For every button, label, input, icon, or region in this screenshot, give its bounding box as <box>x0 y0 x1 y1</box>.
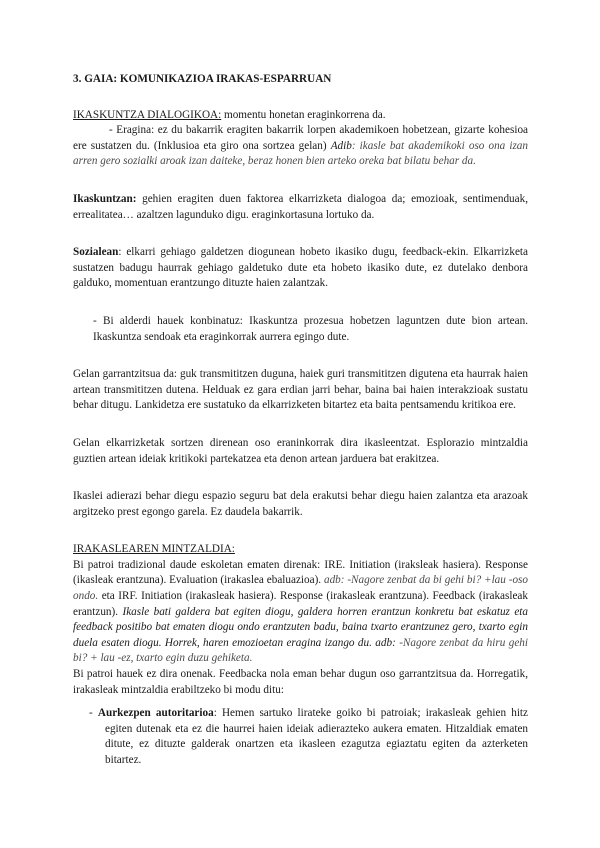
patterns-example-1: adb: -Nagore zenbat da bi gehi bi? +lau -oso ondo. <box>73 574 528 603</box>
paragraph-dialogues: Gelan elkarrizketak sortzen direnean oso eraninkorrak dira ikasleentzat. Esplorazio mintzaldia guztien artean ideiak kritikoki partekatzea eta denon artean jarduera bat erakitzea. <box>73 436 528 465</box>
chapter-title: 3. GAIA: KOMUNIKAZIOA IRAKAS-ESPARRUAN <box>73 73 332 85</box>
section-dialogic-learning <box>73 108 528 124</box>
paragraph-patterns-conclusion: Bi patroi hauek ez dira onenak. Feedbacka nola eman behar dugun oso garrantzitsua da. Horregatik, irakasleak mintzaldia erabiltzeko bi modu ditu: <box>73 668 528 696</box>
paragraph-sozialean <box>73 245 528 292</box>
paragraph-safe-space: Ikaslei adierazi behar diegu espazio seguru bat dela erakutsi behar diegu haien zalantza eta arazoak argitzeko prest egongo garela. Ez daudela bakarrik. <box>73 490 528 518</box>
paragraph-classroom: Gelan garrantzitsua da: guk transmititzen duguna, haiek guri transmititzen digutena eta haurrak haien artean transmititzen dutena. Helduak ez gara erdian jarri behar, baina bai haien interakzioak sustatu behar ditugu. Lankidetza ere sustatuko da elkarrizketen bitartez eta baita pentsamendu kritikoa ere. <box>73 368 528 412</box>
eragina-text: - Eragina: ez du bakarrik eragiten bakarrik lorpen akademikoen hobetzean, gizarte kohesioa ere sustatzen du. (Inklusioa eta giro ona sortzea gelan) <box>73 124 528 152</box>
authoritarian-text: : Hemen sartuko lirateke goiko bi patroiak; irakasleak gehien hitz egiten dutenak eta ez die haurrei haien ideiak adierazteko aukera ematen. Hitzaldiak ematen ditute, ez dituzte galderak onartzen eta ikasleen ezagutza egiaztatu egiten da azterketen bitartez. <box>105 707 529 766</box>
ikaskuntzan-text: gehien eragiten duen faktorea elkarrizketa dialogoa da; emozioak, sentimenduak, errealitatea… azaltzen lagunduko digu. eraginkortasuna lortuko da. <box>73 192 528 221</box>
sozialean-label: Sozialean <box>73 246 119 259</box>
ikaskuntzan-label: Ikaskuntzan: <box>73 192 137 205</box>
heading-dialogic-learning: IKASKUNTZA DIALOGIKOA: <box>73 108 222 121</box>
patterns-text-2: eta IRF. Initiation (irakasleak hasiera). Response (irakasleak erantzuna). Feedback (irakasleak erantzun). <box>73 590 528 618</box>
patterns-italic-2: Ikasle bati galdera bat egiten diogu, galdera horren erantzun konkretu bat eskatuz eta feedback positibo bat ematen diogu ondo erantzuten badu, baina txarto erantzunez gero, txarto egin duela esaten diogu. Horrek, haren emozioetan eragina izango du. adb: <box>73 605 528 649</box>
patterns-example-2: -Nagore zenbat da hiru gehi bi? + lau -ez, txarto egin duzu gehiketa. <box>73 636 528 665</box>
patterns-text-1: Bi patroi tradizional daude eskoletan ematen direnak: IRE. Initiation (iraksleak hasiera). Response (ikasleak erantzuna). Evaluation (irakaslea ebaluazioa). <box>73 558 528 587</box>
authoritarian-label: Aurkezpen autoritarioa <box>97 707 214 720</box>
adib-label: Adib <box>330 139 352 152</box>
list-dash: - <box>89 707 98 720</box>
adib-text: : ikasle bat akademikoki oso ona izan arren gero sozialki aroak izan daiteke, beraz honen bien arteko oreka bat bilatu behar da. <box>73 139 528 168</box>
paragraph-combined: - Bi alderdi hauek konbinatuz: Ikaskuntza prozesua hobetzen laguntzen dute bion artean. Ikaskuntza sendoak eta eraginkorrak aurrera egingo dute. <box>93 314 528 343</box>
heading-teacher-talk: IRAKASLEAREN MINTZALDIA: <box>73 543 235 556</box>
paragraph-ikaskuntzan <box>73 192 528 223</box>
paragraph-eragina <box>73 123 528 170</box>
paragraph-patterns <box>73 558 528 667</box>
list-item-authoritarian <box>73 706 528 768</box>
heading-dialogic-learning-rest: momentu honetan eraginkorrena da. <box>221 108 386 121</box>
sozialean-text: : elkarri gehiago galdetzen diogunean hobeto ikasiko dugu, feedback-ekin. Elkarrizketa sustatzen badugu haurrak gehiago galdetuko dute eta hobeto ikasiko dute, ez dutelako denbora galduko, momentuan erantzungo dituzte haien zalantzak. <box>73 246 528 290</box>
